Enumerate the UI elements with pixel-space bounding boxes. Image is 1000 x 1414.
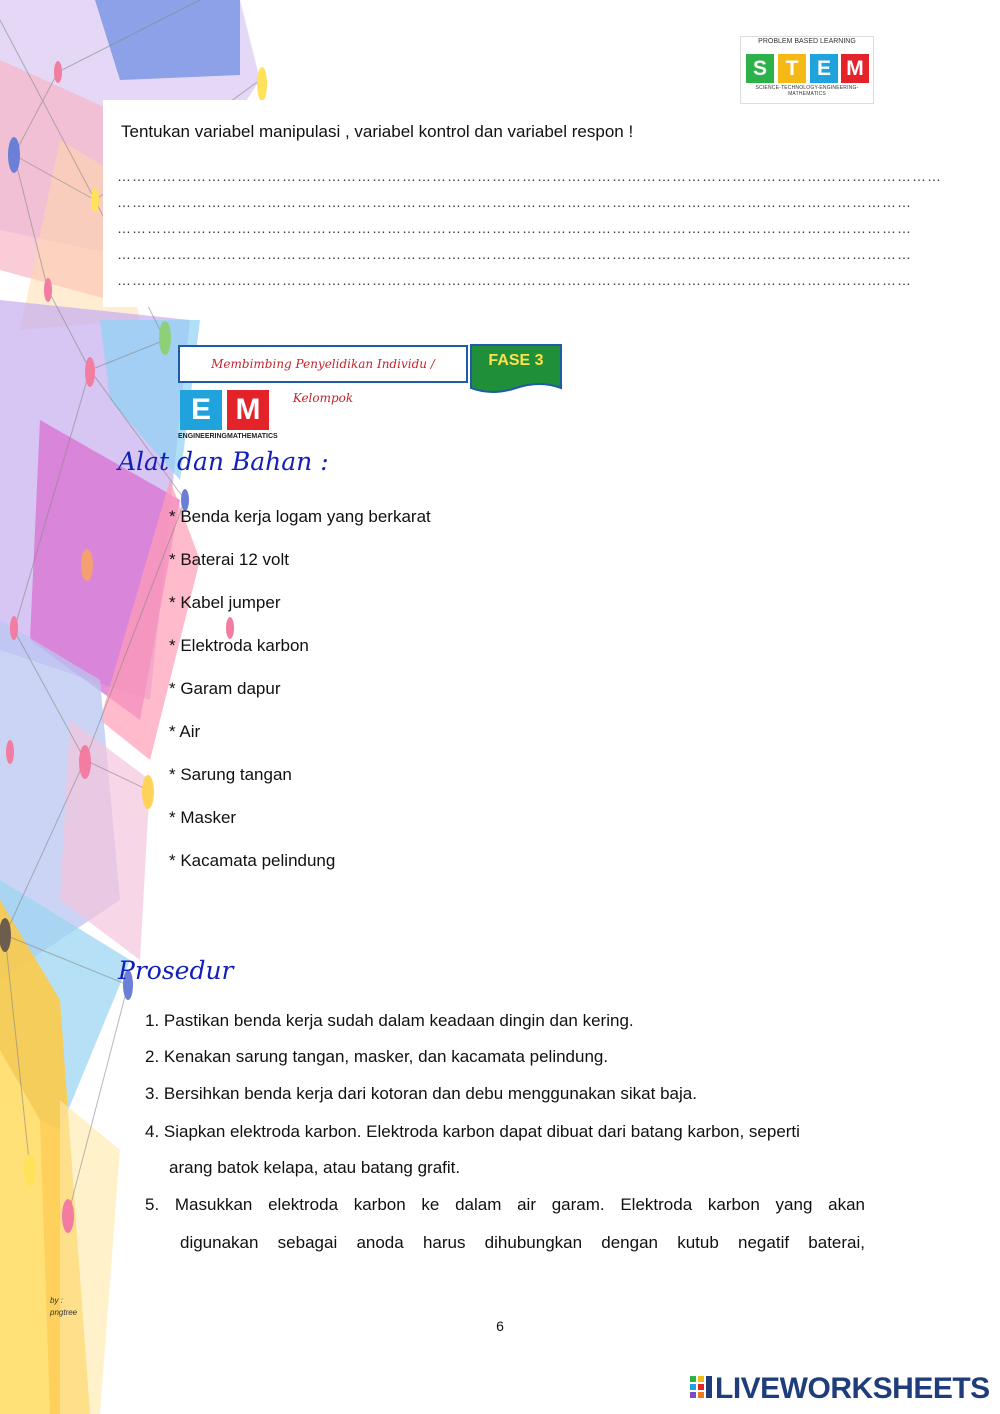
material-item: * Sarung tangan	[169, 765, 292, 784]
liveworksheets-text: LIVEWORKSHEETS	[715, 1372, 990, 1405]
answer-line-5[interactable]: ……………………………………………………………………………………………………………………………………………	[117, 272, 912, 288]
answer-line-2[interactable]: ……………………………………………………………………………………………………………………………………………	[117, 194, 912, 210]
procedure-step-5: 5. Masukkan elektroda karbon ke dalam air garam. Elektroda karbon yang akan	[145, 1195, 865, 1214]
procedure-step-1: 1. Pastikan benda kerja sudah dalam keadaan dingin dan kering.	[145, 1011, 634, 1030]
mathematics-logo-label: MATHEMATICS	[227, 433, 278, 440]
phase-title: Membimbing Penyelidikan Individu / Kelompok	[178, 345, 468, 383]
procedure-heading: Prosedur	[118, 956, 234, 985]
engineering-logo-label: ENGINEERING	[178, 433, 228, 440]
page-number: 6	[496, 1318, 504, 1334]
materials-heading: Alat dan Bahan :	[118, 447, 329, 476]
credit-by: by :	[50, 1296, 63, 1305]
liveworksheets-logo-icon	[690, 1376, 712, 1398]
procedure-step-4: 4. Siapkan elektroda karbon. Elektroda karbon dapat dibuat dari batang karbon, seperti	[145, 1122, 800, 1141]
answer-line-1[interactable]: …………………………………………………………………………………………………………………………………………………	[117, 168, 942, 184]
answer-line-4[interactable]: ……………………………………………………………………………………………………………………………………………	[117, 246, 912, 262]
material-item: * Benda kerja logam yang berkarat	[169, 507, 431, 526]
answer-line-3[interactable]: ……………………………………………………………………………………………………………………………………………	[117, 220, 912, 236]
procedure-step-3: 3. Bersihkan benda kerja dari kotoran dan debu menggunakan sikat baja.	[145, 1084, 697, 1103]
procedure-step-4-continued: arang batok kelapa, atau batang grafit.	[169, 1158, 461, 1177]
question-text: Tentukan variabel manipulasi , variabel kontrol dan variabel respon !	[121, 122, 634, 141]
procedure-step-2: 2. Kenakan sarung tangan, masker, dan kacamata pelindung.	[145, 1047, 609, 1066]
procedure-step-5-continued: digunakan sebagai anoda harus dihubungkan dengan kutub negatif baterai,	[180, 1233, 865, 1252]
material-item: * Masker	[169, 808, 237, 827]
fase-badge-label: FASE 3	[488, 352, 544, 369]
material-item: * Air	[169, 722, 201, 741]
stem-logo-subtitle: SCIENCE-TECHNOLOGY-ENGINEERING-MATHEMATICS	[755, 85, 859, 97]
engineering-logo-letter: E	[180, 390, 222, 430]
stem-letter-e: E	[810, 54, 838, 83]
mathematics-logo-letter: M	[227, 390, 269, 430]
material-item: * Kacamata pelindung	[169, 851, 336, 870]
stem-logo	[740, 36, 874, 104]
stem-letter-s: S	[746, 54, 774, 83]
material-item: * Garam dapur	[169, 679, 281, 698]
material-item: * Elektroda karbon	[169, 636, 309, 655]
stem-letter-m: M	[841, 54, 869, 83]
stem-logo-top-text: PROBLEM BASED LEARNING	[758, 38, 856, 45]
material-item: * Kabel jumper	[169, 593, 281, 612]
credit-source: pngtree	[50, 1308, 78, 1317]
liveworksheets-brand[interactable]	[690, 1372, 990, 1406]
material-item: * Baterai 12 volt	[169, 550, 290, 569]
stem-letter-t: T	[778, 54, 806, 83]
